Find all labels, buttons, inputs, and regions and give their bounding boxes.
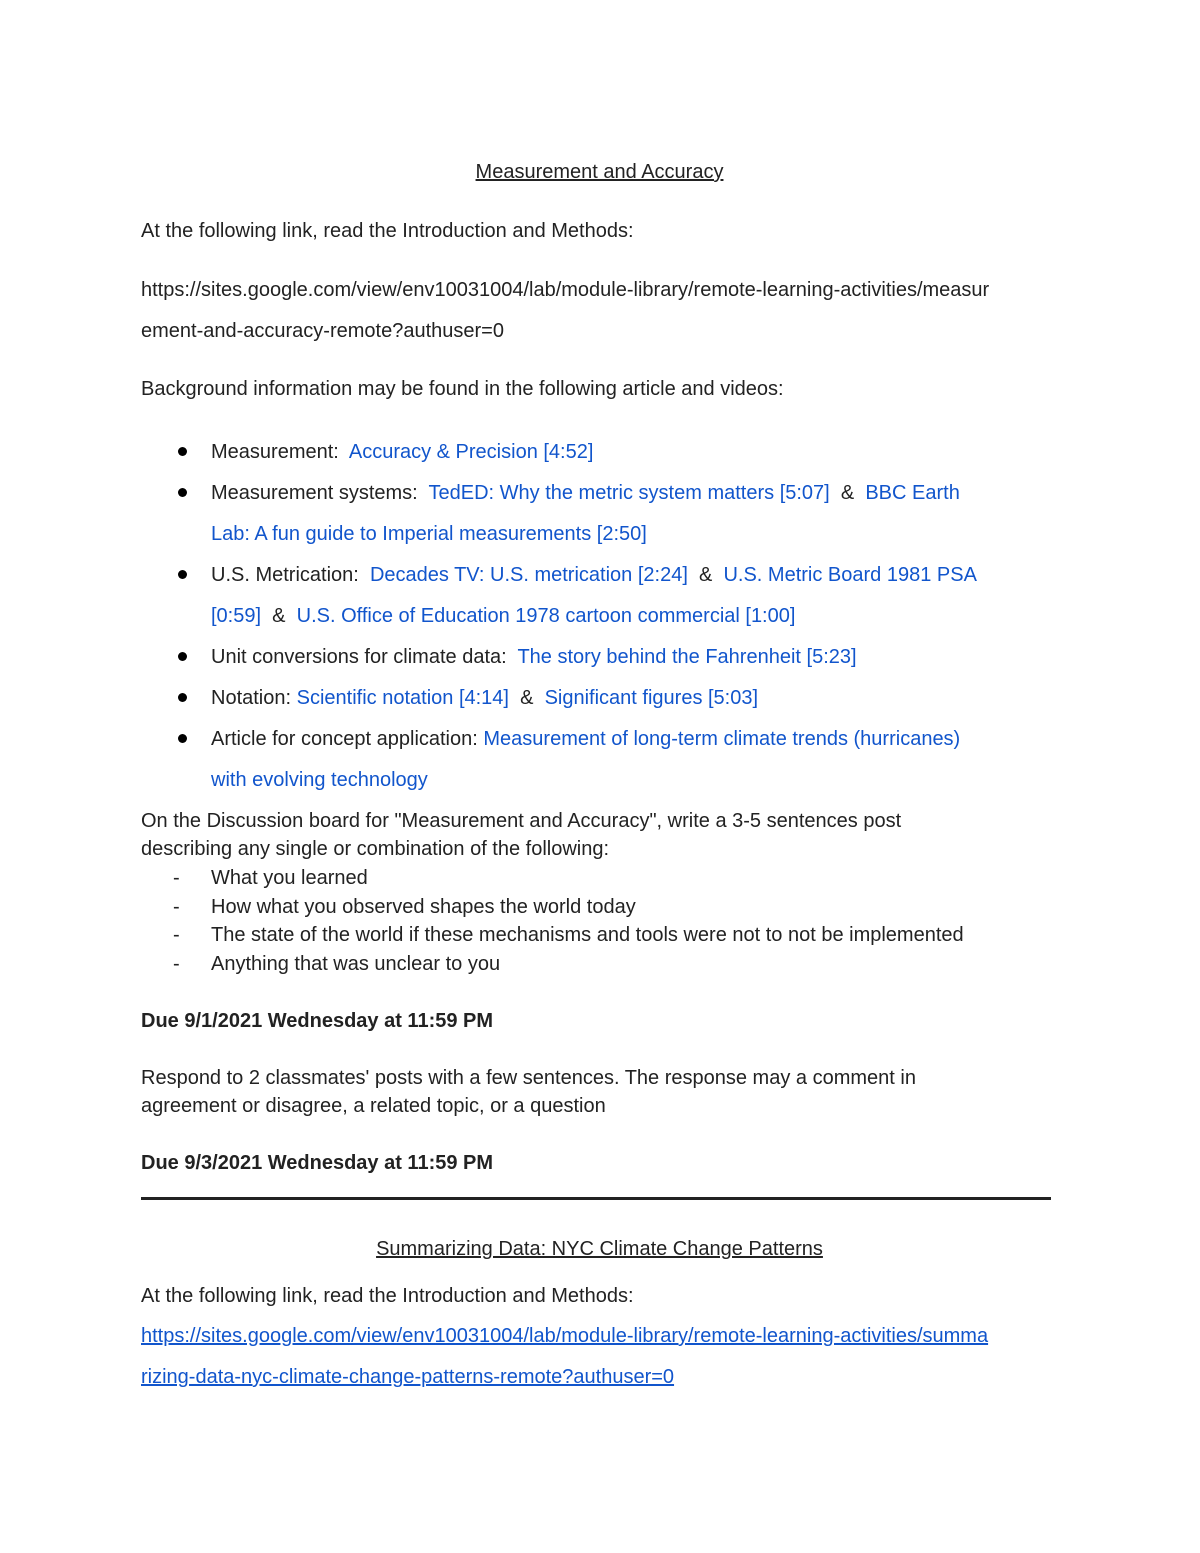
bullet-icon — [178, 652, 187, 661]
discussion-line: describing any single or combination of the following: — [141, 838, 610, 860]
list-item-text: The state of the world if these mechanisms and tools were not to not be implemented — [211, 924, 964, 947]
response-line: Respond to 2 classmates' posts with a few sentences. The response may a comment in — [141, 1067, 916, 1089]
list-item — [141, 719, 1061, 801]
ampersand: & — [840, 482, 855, 504]
section-title-text: Summarizing Data: NYC Climate Change Patterns — [376, 1238, 823, 1260]
bullet-icon — [178, 693, 187, 702]
due-date: Due 9/1/2021 Wednesday at 11:59 PM — [141, 1010, 494, 1032]
bullet-icon — [178, 488, 187, 497]
item-label: U.S. Metrication: — [211, 564, 359, 586]
response-instructions — [141, 1064, 1058, 1120]
item-label: Article for concept application: — [211, 728, 478, 750]
video-link[interactable]: Decades TV: U.S. metrication [2:24] — [369, 564, 688, 586]
due-date: Due 9/3/2021 Wednesday at 11:59 PM — [141, 1152, 494, 1174]
item-label: Measurement systems: — [211, 482, 418, 504]
article-link[interactable]: Measurement of long-term climate trends (hurricanes) — [483, 728, 961, 750]
list-item-text: Anything that was unclear to you — [211, 953, 501, 976]
discussion-line: On the Discussion board for "Measurement and Accuracy", write a 3-5 sentences post — [141, 810, 902, 832]
intro-paragraph: At the following link, read the Introduction and Methods: — [141, 1285, 634, 1307]
list-item — [141, 473, 1061, 555]
list-item — [141, 950, 964, 979]
list-item — [141, 921, 964, 950]
section-title — [141, 1235, 1058, 1263]
background-paragraph: Background information may be found in the following article and videos: — [141, 378, 784, 400]
video-link[interactable]: The story behind the Fahrenheit [5:23] — [517, 646, 857, 668]
module-url — [141, 270, 1058, 352]
item-label: Unit conversions for climate data: — [211, 646, 507, 668]
intro-paragraph: At the following link, read the Introduction and Methods: — [141, 220, 634, 242]
section-title — [141, 158, 1058, 186]
bullet-icon — [178, 447, 187, 456]
list-item — [141, 555, 1061, 637]
response-line: agreement or disagree, a related topic, or a question — [141, 1095, 606, 1117]
module-url-link[interactable]: https://sites.google.com/view/env10031004/lab/module-library/remote-learning-activities/summa — [141, 1325, 989, 1347]
ampersand: & — [520, 687, 534, 709]
discussion-topics-list — [141, 864, 964, 979]
video-link[interactable]: Accuracy & Precision [4:52] — [348, 441, 594, 463]
module-url-line: ement-and-accuracy-remote?authuser=0 — [141, 320, 504, 342]
video-link[interactable]: U.S. Office of Education 1978 cartoon commercial [1:00] — [296, 605, 796, 627]
list-item — [141, 678, 1061, 719]
module-url-line: https://sites.google.com/view/env10031004/lab/module-library/remote-learning-activities/measur — [141, 279, 990, 301]
module-link — [141, 1316, 1058, 1398]
ampersand: & — [699, 564, 713, 586]
ampersand: & — [272, 605, 286, 627]
item-label: Notation: — [211, 687, 292, 709]
list-item — [141, 864, 964, 893]
video-link[interactable]: U.S. Metric Board 1981 PSA — [723, 564, 977, 586]
module-url-link[interactable]: rizing-data-nyc-climate-change-patterns-remote?authuser=0 — [141, 1366, 675, 1388]
article-link[interactable]: with evolving technology — [211, 769, 428, 791]
video-link[interactable]: Significant figures [5:03] — [544, 687, 759, 709]
list-item-text: What you learned — [211, 867, 368, 889]
dash-marker: - — [173, 953, 180, 976]
list-item — [141, 637, 1061, 678]
section-title-text: Measurement and Accuracy — [475, 161, 724, 183]
discussion-instructions — [141, 807, 1058, 863]
dash-marker: - — [173, 895, 180, 918]
section-divider — [141, 1197, 1051, 1200]
dash-marker: - — [173, 867, 180, 889]
list-item — [141, 893, 964, 922]
list-item-text: How what you observed shapes the world today — [211, 895, 636, 918]
resource-list — [141, 432, 1061, 801]
item-label: Measurement: — [211, 441, 339, 463]
list-item — [141, 432, 1061, 473]
video-link[interactable]: Lab: A fun guide to Imperial measurements [2:50] — [211, 523, 647, 545]
video-link[interactable]: [0:59] — [211, 605, 262, 627]
bullet-icon — [178, 734, 187, 743]
bullet-icon — [178, 570, 187, 579]
dash-marker: - — [173, 924, 180, 947]
video-link[interactable]: Scientific notation [4:14] — [296, 687, 509, 709]
video-link[interactable]: TedED: Why the metric system matters [5:07] — [428, 482, 830, 504]
video-link[interactable]: BBC Earth — [865, 482, 960, 504]
